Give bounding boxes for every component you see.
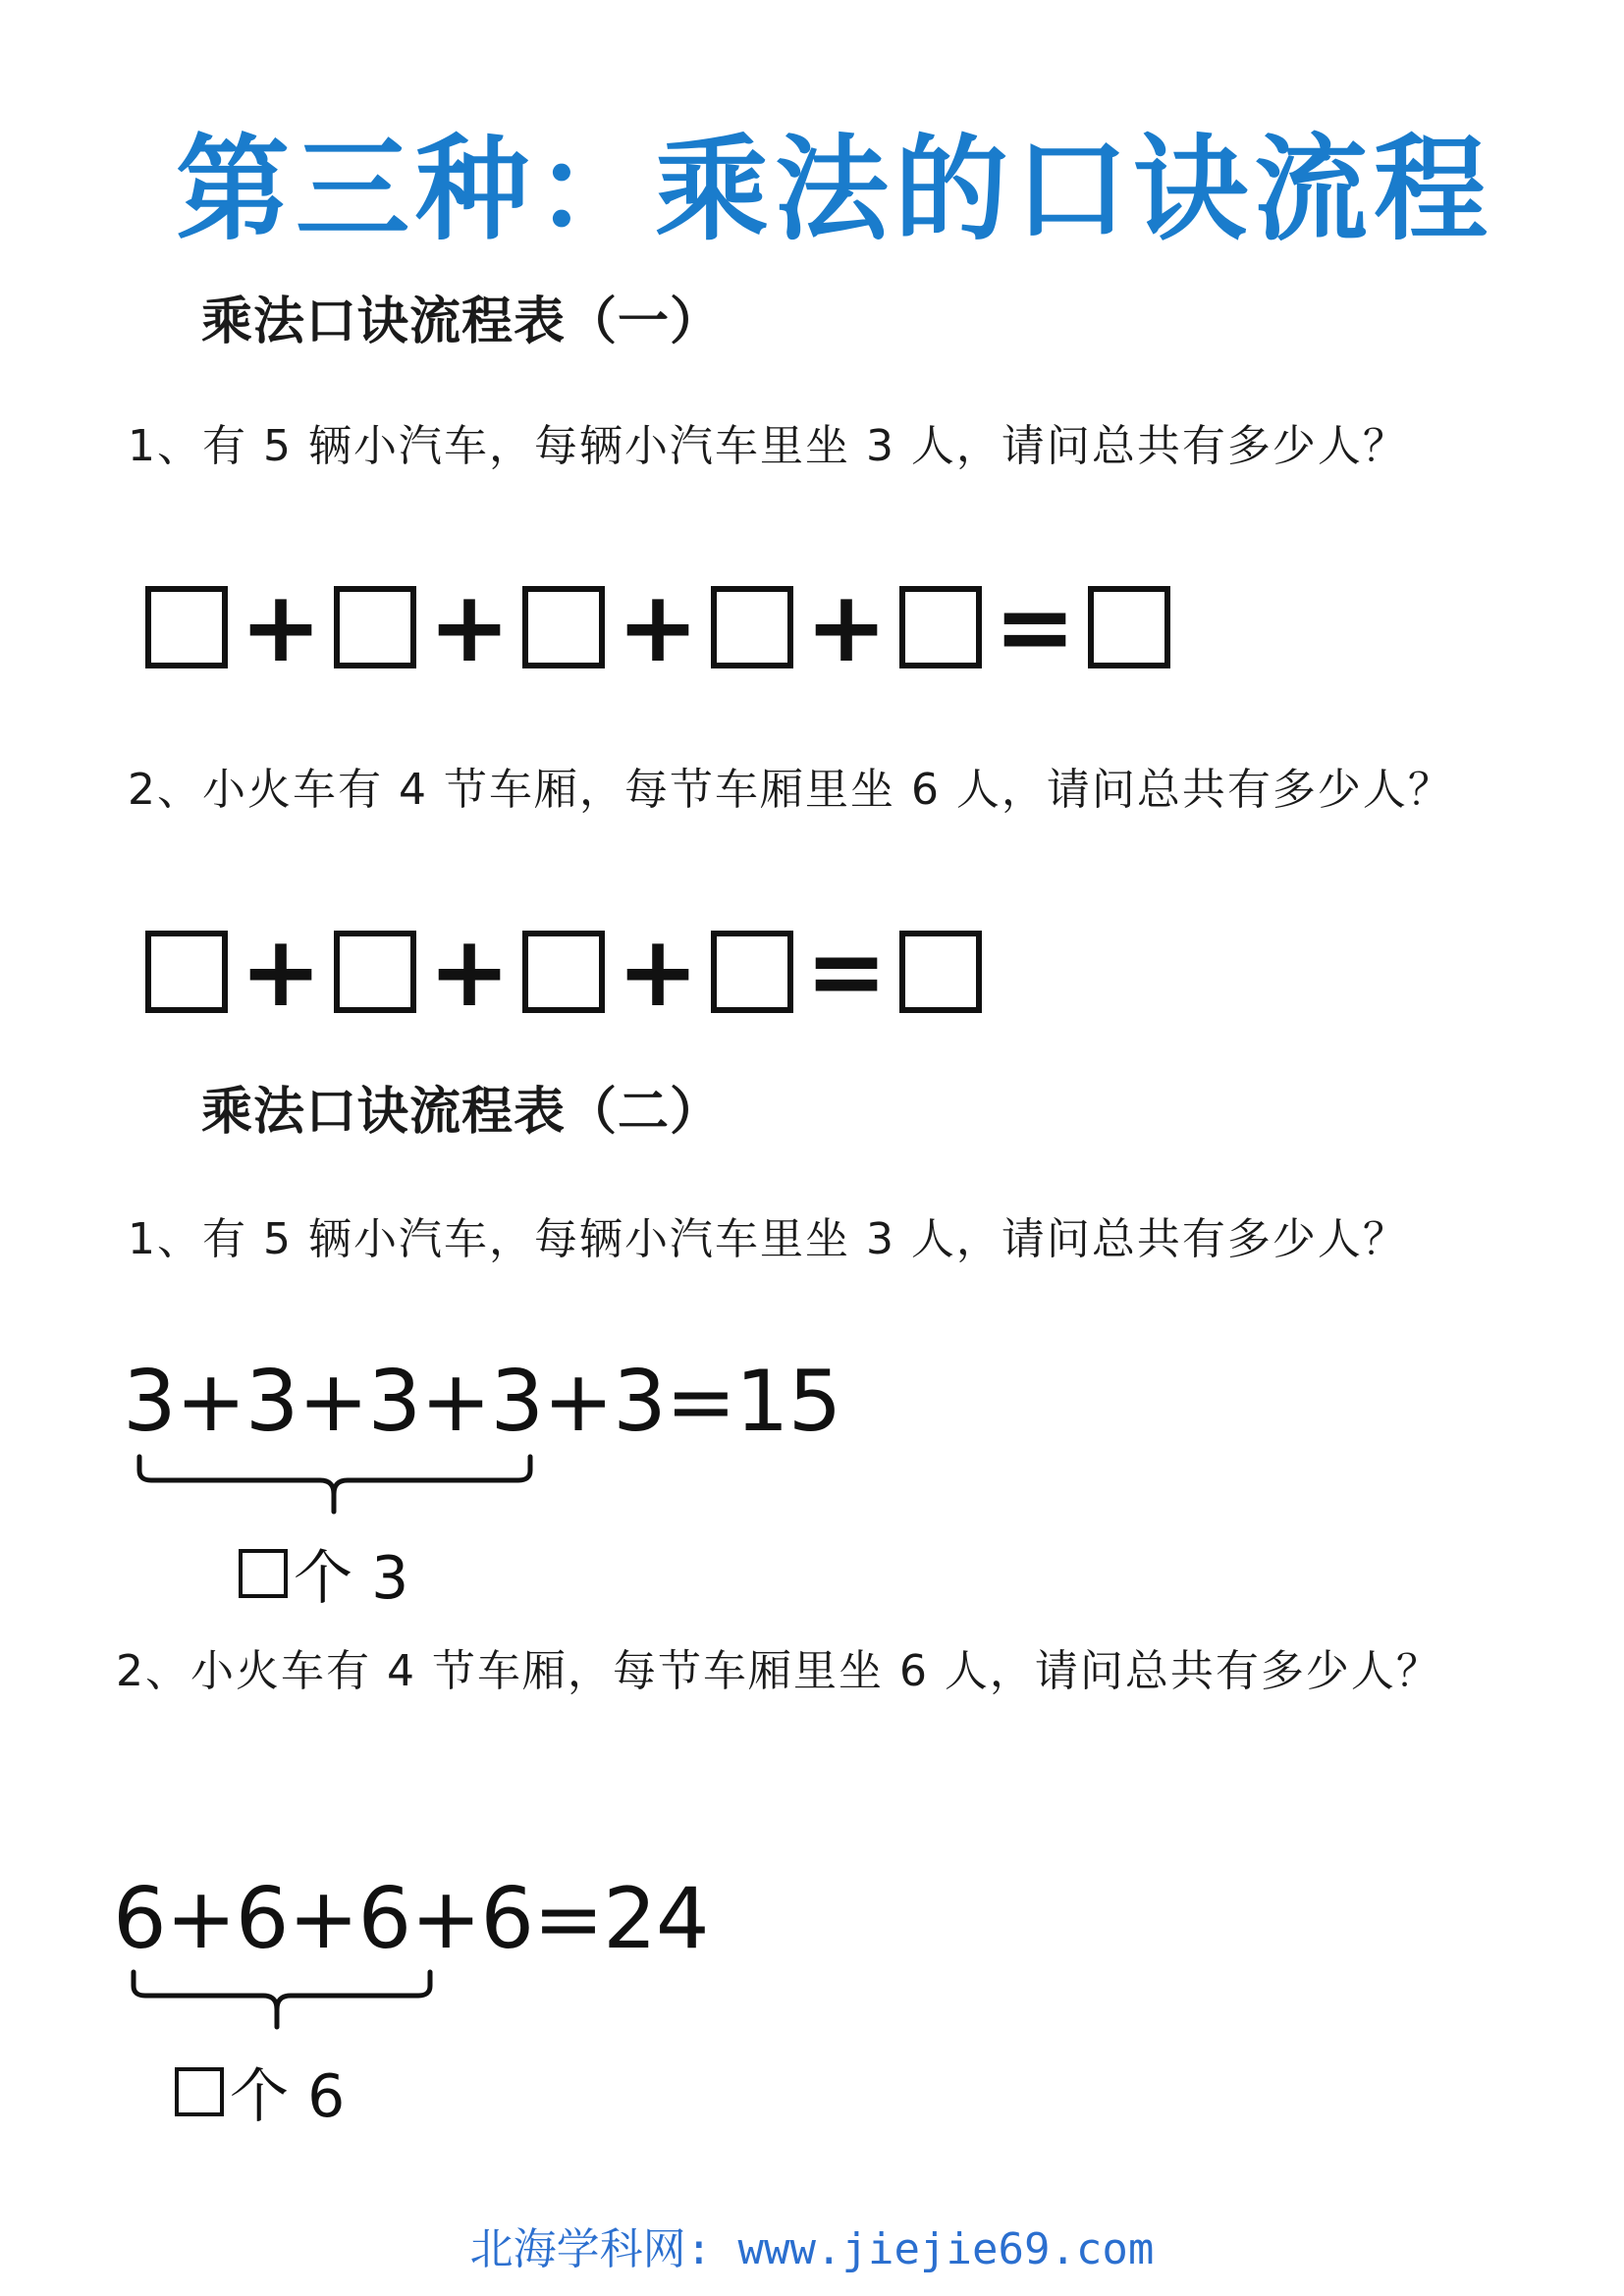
section-heading-2: 乘法口诀流程表（二） bbox=[201, 1083, 723, 1142]
formula-2-1: 3+3+3+3+3=15 bbox=[123, 1353, 841, 1451]
count-label-text: 个 6 bbox=[230, 2062, 346, 2131]
page-title: 第三种：乘法的口诀流程 bbox=[176, 124, 1493, 256]
plus-sign: + bbox=[240, 914, 322, 1029]
answer-box[interactable] bbox=[334, 586, 416, 668]
answer-box[interactable] bbox=[522, 586, 605, 668]
section-heading-1: 乘法口诀流程表（一） bbox=[201, 293, 723, 351]
answer-box[interactable] bbox=[145, 931, 228, 1013]
count-box[interactable] bbox=[175, 2067, 224, 2116]
question-1-2: 2、小火车有 4 节车厢，每节车厢里坐 6 人，请问总共有多少人？ bbox=[128, 765, 1453, 815]
count-box[interactable] bbox=[239, 1549, 288, 1598]
question-1-1: 1、有 5 辆小汽车，每辆小汽车里坐 3 人，请问总共有多少人？ bbox=[128, 421, 1408, 471]
plus-sign: + bbox=[805, 569, 888, 684]
plus-sign: + bbox=[617, 569, 699, 684]
answer-box[interactable] bbox=[899, 586, 982, 668]
equals-sign: = bbox=[994, 569, 1076, 684]
plus-sign: + bbox=[617, 914, 699, 1029]
plus-sign: + bbox=[428, 569, 511, 684]
brace-icon bbox=[128, 1453, 540, 1522]
equals-sign: = bbox=[805, 914, 888, 1029]
answer-box[interactable] bbox=[899, 931, 982, 1013]
answer-box[interactable] bbox=[1088, 586, 1170, 668]
question-2-2: 2、小火车有 4 节车厢，每节车厢里坐 6 人，请问总共有多少人？ bbox=[116, 1646, 1441, 1696]
answer-box[interactable] bbox=[522, 931, 605, 1013]
blank-equation-2 bbox=[145, 914, 982, 1029]
plus-sign: + bbox=[240, 569, 322, 684]
footer-watermark: 北海学科网: www.jiejie69.com bbox=[469, 2224, 1155, 2274]
count-label-text: 个 3 bbox=[294, 1544, 409, 1613]
formula-2-2: 6+6+6+6=24 bbox=[113, 1870, 709, 1968]
brace-icon bbox=[126, 1968, 440, 2037]
plus-sign: + bbox=[428, 914, 511, 1029]
blank-equation-1 bbox=[145, 569, 1170, 684]
answer-box[interactable] bbox=[711, 586, 793, 668]
answer-box[interactable] bbox=[334, 931, 416, 1013]
count-label-1 bbox=[239, 1531, 408, 1616]
question-2-1: 1、有 5 辆小汽车，每辆小汽车里坐 3 人，请问总共有多少人？ bbox=[128, 1214, 1408, 1264]
answer-box[interactable] bbox=[711, 931, 793, 1013]
answer-box[interactable] bbox=[145, 586, 228, 668]
count-label-2 bbox=[175, 2050, 345, 2134]
